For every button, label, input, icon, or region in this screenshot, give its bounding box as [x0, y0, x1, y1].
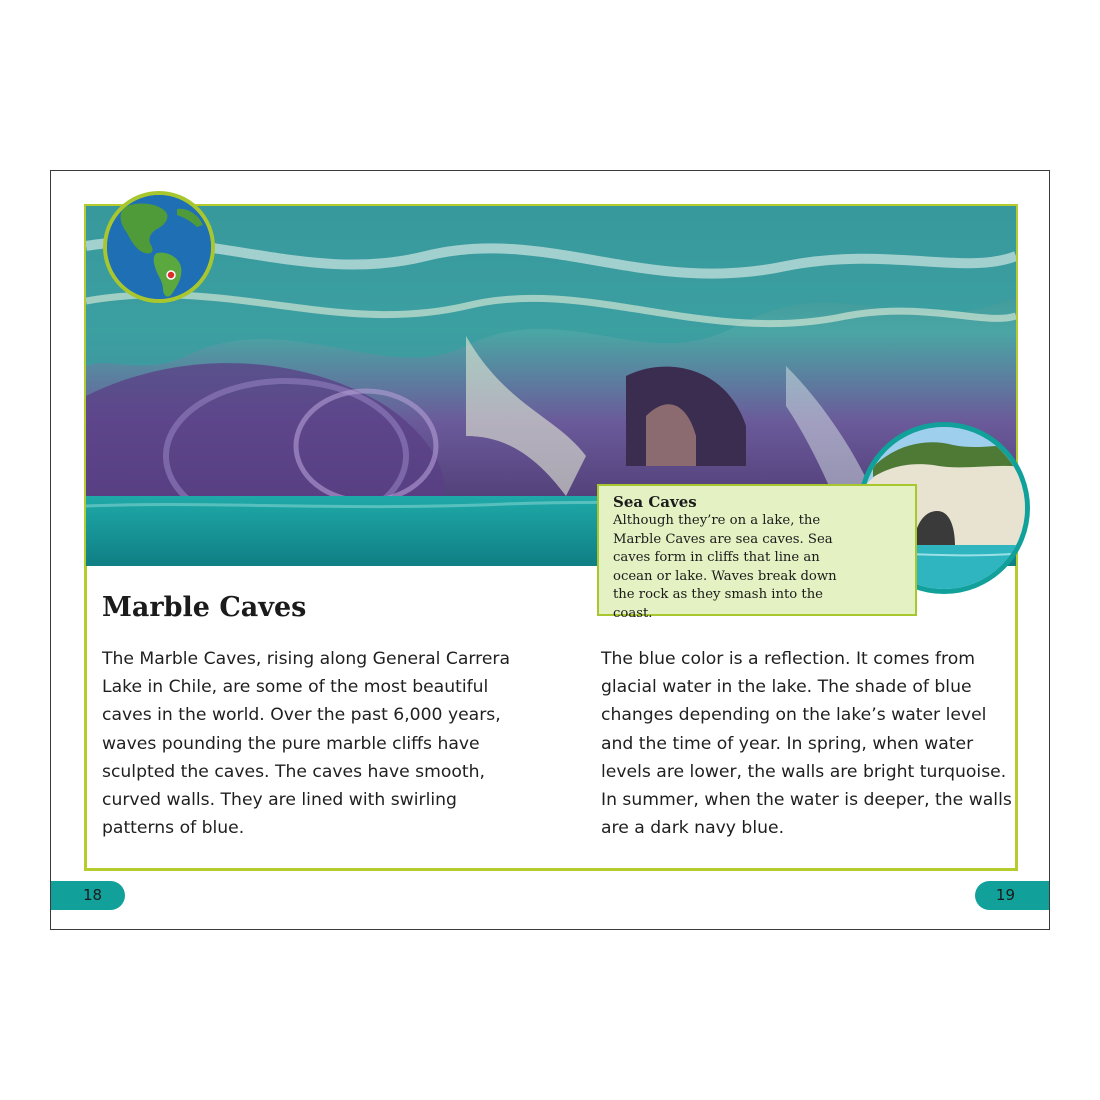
- globe-map-icon: [103, 191, 215, 303]
- sidebar-body: Although they’re on a lake, the Marble Caves are sea caves. Sea caves form in cliffs that line an ocean or lake. Waves break down the rock as they smash into the coast.: [613, 513, 837, 621]
- body-text-right: The blue color is a reflection. It comes from glacial water in the lake. The shade of blue changes depending on the lake’s water level and the time of year. In spring, when water levels are lower, the walls are bright turquoise. In summer, when the water is deeper, the walls are a dark navy blue.: [601, 649, 1012, 839]
- page-title: Marble Caves: [102, 592, 307, 623]
- book-spread: [50, 170, 1050, 930]
- page-number-left: 18: [51, 881, 125, 910]
- page-number-right: 19: [975, 881, 1049, 910]
- sea-caves-sidebar: [597, 484, 917, 621]
- body-text-left: The Marble Caves, rising along General Carrera Lake in Chile, are some of the most beautiful caves in the world. Over the past 6,000 years, waves pounding the pure marble cliffs have sculpted the caves. The caves have smooth, curved walls. They are lined with swirling patterns of blue.: [102, 649, 511, 839]
- sidebar-title: Sea Caves: [613, 493, 697, 511]
